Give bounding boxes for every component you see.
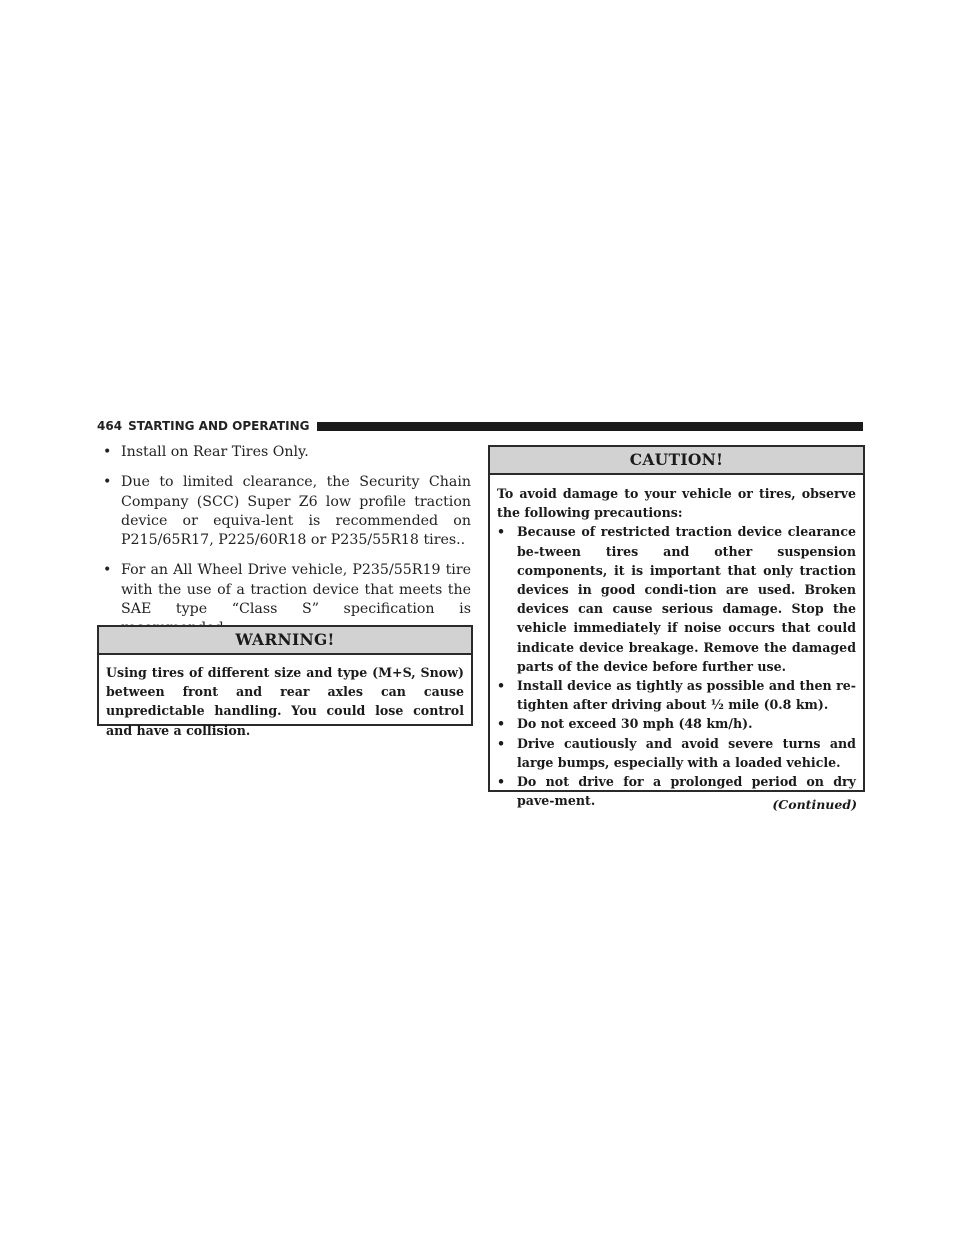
caution-list: [490, 522, 863, 810]
caution-item: [497, 522, 856, 676]
caution-item: [497, 714, 856, 733]
caution-item-text: Because of restricted traction device clearance be-tween tires and other suspension components, it is important that only traction devices in good condi-tion are used. Broken devices can cause serious damage. Stop the vehicle immediately if noise occurs that could indicate device breakage. Remove the damaged parts of the device before further use.: [517, 524, 856, 674]
caution-item-text: Install device as tightly as possible and then re-tighten after driving about ½ mile (0.8 km).: [517, 678, 856, 713]
list-item-text: Due to limited clearance, the Security Chain Company (SCC) Super Z6 low profile traction device or equiva-lent is recommended on P215/65R17, P225/60R18 or P235/55R18 tires..: [121, 474, 471, 549]
bullet-icon: •: [497, 678, 506, 694]
warning-box: [97, 625, 473, 738]
bullet-icon: •: [497, 774, 506, 790]
caution-intro: To avoid damage to your vehicle or tires, observe the following precautions:: [497, 486, 856, 521]
left-column: [97, 443, 471, 650]
caution-title: CAUTION!: [490, 447, 863, 475]
warning-title: WARNING!: [99, 627, 471, 655]
list-item: [97, 473, 471, 550]
warning-body: Using tires of different size and type (M+S, Snow) between front and rear axles can cause unpredictable handling. You could lose control and have a collision.: [106, 665, 464, 738]
caution-item-text: Drive cautiously and avoid severe turns and large bumps, especially with a loaded vehicle.: [517, 735, 856, 770]
list-item-text: Install on Rear Tires Only.: [121, 444, 309, 460]
header-rule: [317, 422, 863, 431]
bullet-icon: •: [497, 716, 506, 732]
list-item: [97, 443, 471, 462]
caution-item: [497, 676, 856, 714]
caution-item-text: Do not exceed 30 mph (48 km/h).: [517, 716, 753, 732]
list-item-text: For an All Wheel Drive vehicle, P235/55R19 tire with the use of a traction device that meets the SAE type “Class S” specification is: [121, 562, 471, 618]
bullet-icon: •: [103, 474, 112, 491]
section-title: STARTING AND OPERATING: [128, 419, 310, 433]
bullet-icon: •: [103, 444, 112, 460]
caution-item-text: Do not drive for a prolonged period on dry pave-ment.: [517, 774, 856, 809]
bullet-icon: •: [103, 562, 112, 579]
continued-label: (Continued): [772, 797, 857, 812]
page-header: [97, 418, 863, 434]
bullet-icon: •: [497, 735, 506, 751]
page-number: 464: [97, 419, 123, 433]
bullet-icon: •: [497, 524, 506, 540]
caution-item: [497, 734, 856, 772]
